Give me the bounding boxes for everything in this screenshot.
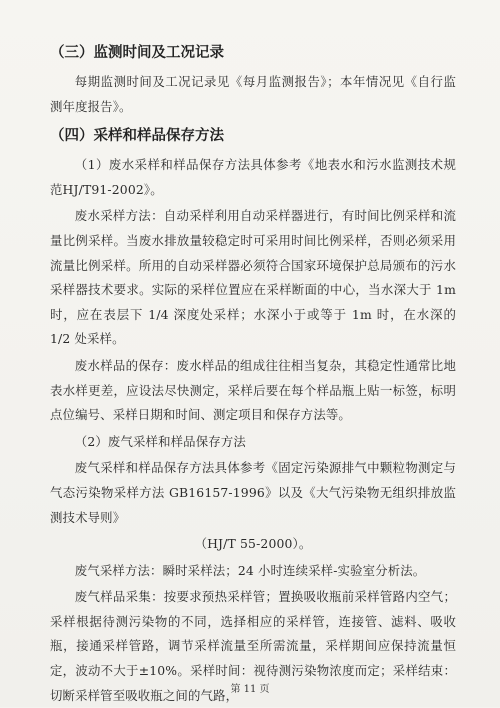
- paragraph-wastewater-method: 废水采样方法：自动采样利用自动采样器进行，有时间比例采样和流量比例采样。当废水排放量较稳定时可采用时间比例采样，否则必须采用流量比例采样。所用的自动采样器必须符合国家环境保护总局颁布的污水采样器技术要求。实际的采样位置应在采样断面的中心，当水深大于 1m 时，应在表层下 1/4 深度处采样；水深小于或等于 1m 时，在水深的 1/2 处采样。: [50, 208, 456, 347]
- section-heading-monitoring-time: （三）监测时间及工况记录: [50, 45, 224, 61]
- paragraph-monitoring-record: 每期监测时间及工况记录见《每月监测报告》；本年情况见《自行监测年度报告》。: [50, 74, 456, 114]
- paragraph-gas-reference: 废气采样和样品保存方法具体参考《固定污染源排气中颗粒物测定与气态污染物采样方法 GB16157-1996》以及《大气污染物无组织排放监测技术导则》: [50, 460, 456, 525]
- paragraph-gas-reference-code: （HJ/T 55-2000）。: [194, 536, 312, 552]
- paragraph-gas-method: 废气采样方法：瞬时采样法；24 小时连续采样-实验室分析法。: [74, 562, 426, 578]
- section-heading-sampling: （四）采样和样品保存方法: [50, 128, 224, 145]
- paragraph-wastewater-storage: 废水样品的保存：废水样品的组成往往相当复杂，其稳定性通常比地表水样更差，应设法尽快测定，采样后要在每个样品瓶上贴一标签，标明点位编号、采样日期和时间、测定项目和保存方法等。: [50, 357, 456, 423]
- paragraph-gas-subheading: （2）废气采样和样品保存方法: [74, 433, 246, 449]
- page-number: 第 11 页: [230, 684, 270, 695]
- paragraph-gas-collection: 废气样品采集：按要求预热采样管；置换吸收瓶前采样管路内空气；采样根据待测污染物的不同，选择相应的采样管，连接管、滤料、吸收瓶，接通采样管路，调节采样流量至所需流量，采样期间应保持流量恒定，波动不大于±10%。采样时间：视待测污染物浓度而定；采样结束：切断采样管至吸收瓶之间的气路，: [50, 589, 456, 703]
- paragraph-wastewater-reference: （1）废水采样和样品保存方法具体参考《地表水和污水监测技术规范HJ/T91-2002》。: [50, 157, 456, 197]
